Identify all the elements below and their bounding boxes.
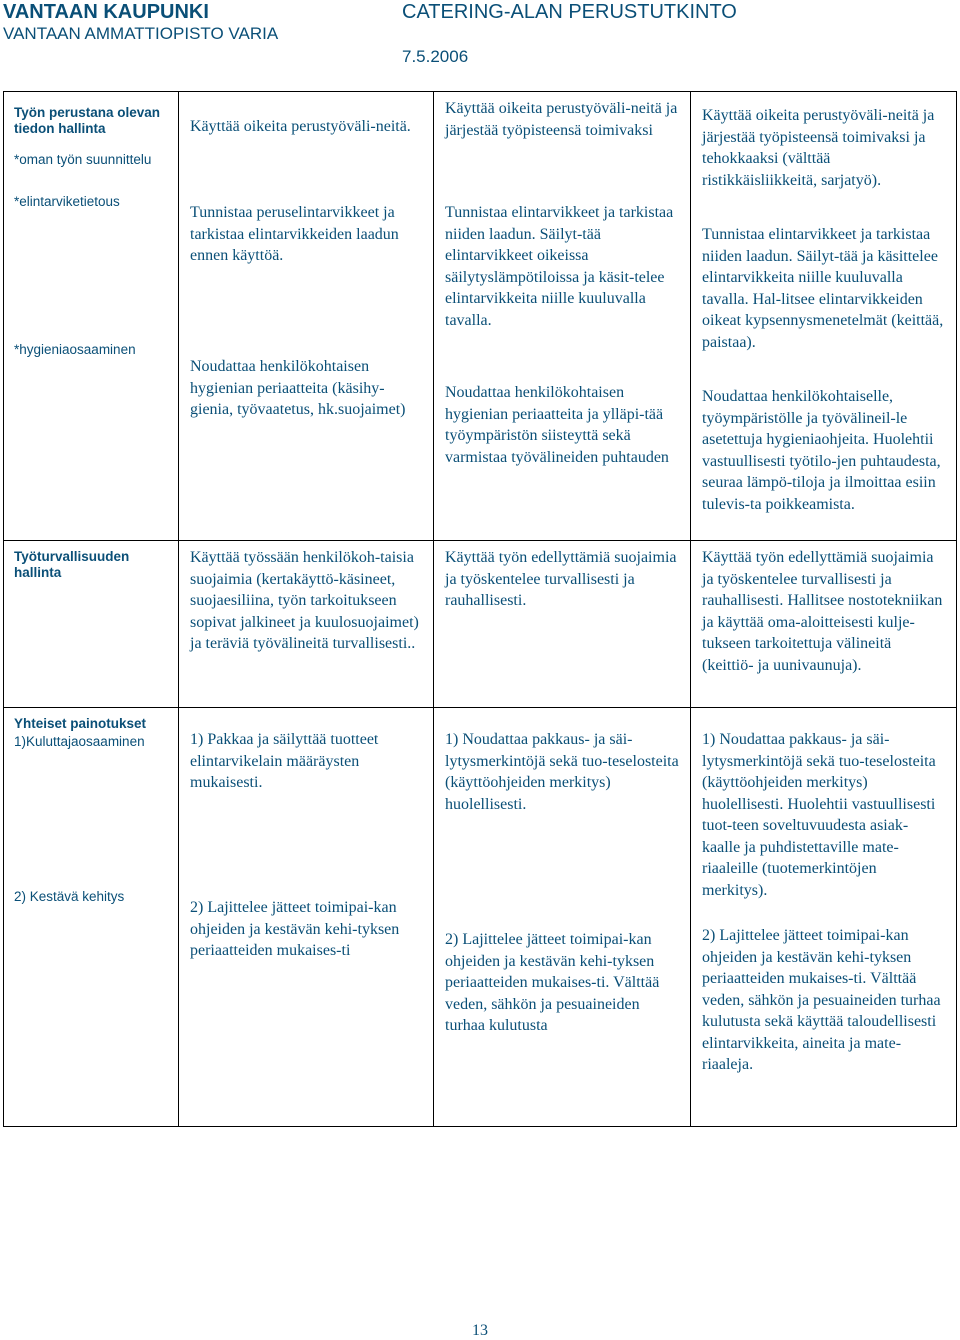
- criteria-area-title: Työturvallisuuden hallinta: [14, 549, 130, 580]
- criteria-subitem: 1)Kuluttajaosaaminen: [14, 734, 145, 749]
- criterion-text: 2) Lajittelee jätteet toimipai-kan ohjeiden ja kestävän kehi-tyksen periaatteiden mukaises-ti: [190, 899, 400, 959]
- assessment-criteria-table: [3, 91, 957, 1127]
- criterion-text: Noudattaa henkilökohtaiselle, työympäristölle ja työvälineil-le asetettuja hygieniaohjeita. Huolehtii vastuullisesti työtilo-jen puhtaudesta, seuraa lämpö-tiloja ja ilmoittaa esiin tulevis-ta poikkeamista.: [702, 388, 941, 513]
- school-name: VANTAAN AMMATTIOPISTO VARIA: [3, 24, 279, 43]
- criterion-text: 2) Lajittelee jätteet toimipai-kan ohjeiden ja kestävän kehi-tyksen periaatteiden mukaises-ti. Välttää veden, sähkön ja pesuaineiden turhaa kulutusta: [445, 931, 660, 1034]
- criteria-area-title: Työn perustana olevan tiedon hallinta: [14, 105, 161, 136]
- criteria-area-cell: [4, 92, 179, 541]
- criterion-text: Noudattaa henkilökohtaisen hygienian periaatteita ja ylläpi-tää työympäristön siisteyttä sekä varmistaa työvälineiden puhtauden: [445, 384, 669, 466]
- criterion-text: Käyttää oikeita perustyöväli-neitä ja järjestää työpisteensä toimivaksi ja tehokkaaksi (välttää ristikkäisliikkeitä, sarjatyö).: [702, 107, 935, 189]
- level-cell: [179, 708, 434, 1127]
- level-cell: [691, 708, 957, 1127]
- criteria-subitem: *elintarviketietous: [14, 194, 120, 209]
- level-cell: [434, 92, 691, 541]
- level-cell: [434, 708, 691, 1127]
- level-cell: [691, 92, 957, 541]
- degree-title: CATERING-ALAN PERUSTUTKINTO: [402, 1, 737, 23]
- level-cell: [691, 541, 957, 708]
- criterion-text: Käyttää oikeita perustyöväli-neitä ja järjestää työpisteensä toimivaksi: [445, 100, 678, 139]
- criterion-text: Tunnistaa elintarvikkeet ja tarkistaa niiden laadun. Säilyt-tää ja käsittelee elintarvikkeita niille kuuluvalla tavalla. Hal-litsee elintarvikkeiden oikeat kypsennysmenetelmät (keittää, paistaa).: [702, 226, 944, 351]
- criteria-area-cell: [4, 708, 179, 1127]
- table-row: [4, 708, 957, 1127]
- page-header: [0, 0, 960, 72]
- criterion-text: 2) Lajittelee jätteet toimipai-kan ohjeiden ja kestävän kehi-tyksen periaatteiden mukaises-ti. Välttää veden, sähkön ja pesuaineiden turhaa kulutusta sekä käyttää taloudellisesti elintarvikkeita, aineita ja mate-riaaleja.: [702, 927, 941, 1073]
- criterion-text: Tunnistaa elintarvikkeet ja tarkistaa niiden laadun. Säilyt-tää elintarvikkeet oikeissa säilytyslämpötiloissa ja käsit-telee elintarvikkeita niille kuuluvalla tavalla.: [445, 204, 674, 329]
- criterion-text: Tunnistaa peruselintarvikkeet ja tarkistaa elintarvikkeiden laadun ennen käyttöä.: [190, 204, 399, 264]
- criteria-subitem: 2) Kestävä kehitys: [14, 889, 125, 904]
- criteria-subitem: *hygieniaosaaminen: [14, 342, 136, 357]
- criteria-subitem: *oman työn suunnittelu: [14, 152, 152, 167]
- table-row: [4, 541, 957, 708]
- criterion-text: Noudattaa henkilökohtaisen hygienian periaatteita (käsihy-gienia, työvaatetus, hk.suojaimet): [190, 358, 406, 418]
- document-date: 7.5.2006: [402, 47, 469, 66]
- organization-name: VANTAAN KAUPUNKI: [3, 1, 209, 23]
- level-cell: [179, 92, 434, 541]
- criterion-text: 1) Noudattaa pakkaus- ja säi-lytysmerkintöjä sekä tuo-teselosteita (käyttöohjeiden merkitys) huolellisesti.: [445, 731, 679, 813]
- level-cell: [434, 541, 691, 708]
- criterion-text: Käyttää työn edellyttämiä suojaimia ja työskentelee turvallisesti ja rauhallisesti. Hallitsee nostotekniikan ja käyttää oma-aloitteisesti kulje-tukseen tarkoitettuja välineitä (keittiö- ja uunivaunuja).: [702, 549, 943, 674]
- criterion-text: Käyttää työn edellyttämiä suojaimia ja työskentelee turvallisesti ja rauhallisesti.: [445, 549, 677, 609]
- criteria-area-title: Yhteiset painotukset: [14, 716, 147, 731]
- criterion-text: 1) Pakkaa ja säilyttää tuotteet elintarvikelain määräysten mukaisesti.: [190, 731, 379, 791]
- criteria-area-cell: [4, 541, 179, 708]
- criterion-text: Käyttää oikeita perustyöväli-neitä.: [190, 118, 411, 135]
- page-number: 13: [472, 1322, 488, 1339]
- level-cell: [179, 541, 434, 708]
- table-row: [4, 92, 957, 541]
- criterion-text: Käyttää työssään henkilökoh-taisia suojaimia (kertakäyttö-käsineet, suojaesiliina, työn tarkoitukseen sopivat jalkineet ja kuulosuojaimet) ja teräviä työvälineitä turvallisesti..: [190, 549, 419, 652]
- criterion-text: 1) Noudattaa pakkaus- ja säi-lytysmerkintöjä sekä tuo-teselosteita (käyttöohjeiden merkitys) huolellisesti. Huolehtii vastuullisesti tuot-teen soveltuvuudesta asiak-kaalle ja puhdistettaville mate-riaaleille (tuotemerkintöjen merkitys).: [702, 731, 936, 899]
